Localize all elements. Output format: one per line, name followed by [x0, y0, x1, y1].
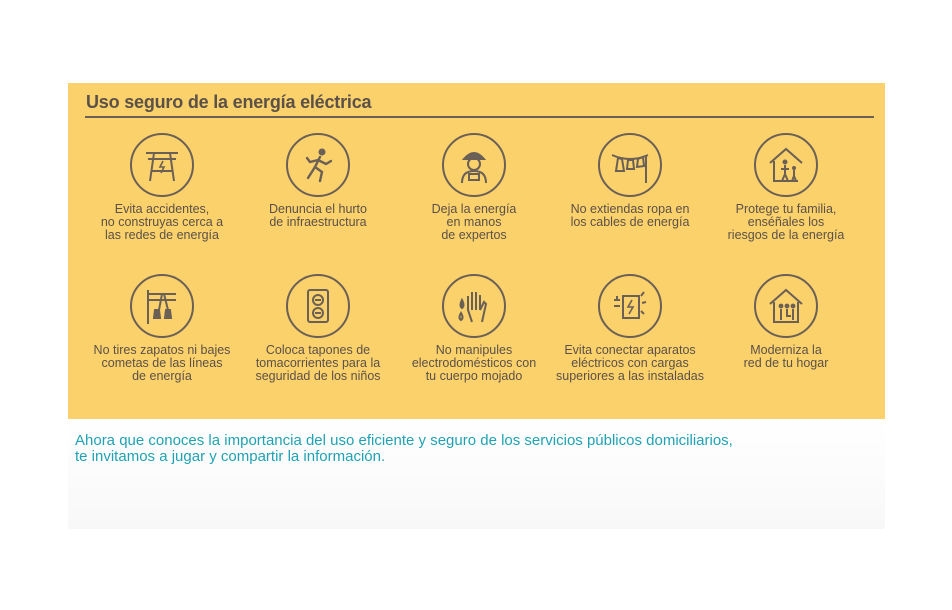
tip-item-protect-family [702, 133, 870, 242]
tip-item-no-clothes-on-cables [546, 133, 714, 229]
tip-caption: Deja la energía en manos de expertos [431, 202, 517, 242]
tip-item-leave-to-experts [390, 133, 558, 242]
overloaded-plug-icon [598, 274, 662, 338]
power-tower-icon [130, 133, 194, 197]
tip-caption: No manipules electrodomésticos con tu cuerpo mojado [411, 343, 537, 383]
tip-item-report-theft [234, 133, 402, 229]
clothesline-icon [598, 133, 662, 197]
tip-item-no-shoes-kites [78, 274, 246, 383]
tip-caption: Protege tu familia, enséñales los riesgos de la energía [727, 202, 845, 242]
running-person-icon [286, 133, 350, 197]
technician-icon [442, 133, 506, 197]
tip-caption: Evita accidentes, no construyas cerca a las redes de energía [100, 202, 224, 242]
title-divider [85, 116, 874, 118]
tip-caption: No tires zapatos ni bajes cometas de las líneas de energía [93, 343, 231, 383]
tip-caption: Moderniza la red de tu hogar [743, 343, 829, 370]
invitation-text: Ahora que conoces la importancia del uso eficiente y seguro de los servicios públicos domiciliarios, te invitamos a jugar y compartir la información. [75, 432, 733, 465]
outlet-cover-icon [286, 274, 350, 338]
tip-item-no-build-near-lines [78, 133, 246, 242]
shoes-on-wire-icon [130, 274, 194, 338]
wet-hand-icon [442, 274, 506, 338]
home-wiring-icon [754, 274, 818, 338]
tip-item-modernize-wiring [702, 274, 870, 370]
tip-item-no-overload [546, 274, 714, 383]
tip-caption: Coloca tapones de tomacorrientes para la seguridad de los niños [255, 343, 381, 383]
tip-caption: Evita conectar aparatos eléctricos con cargas superiores a las instaladas [556, 343, 704, 383]
panel-title: Uso seguro de la energía eléctrica [86, 92, 372, 112]
tip-caption: Denuncia el hurto de infraestructura [269, 202, 367, 229]
safety-panel [68, 83, 885, 419]
tip-caption: No extiendas ropa en los cables de energía [570, 202, 690, 229]
tip-item-wet-body [390, 274, 558, 383]
tip-item-outlet-covers [234, 274, 402, 383]
family-house-icon [754, 133, 818, 197]
